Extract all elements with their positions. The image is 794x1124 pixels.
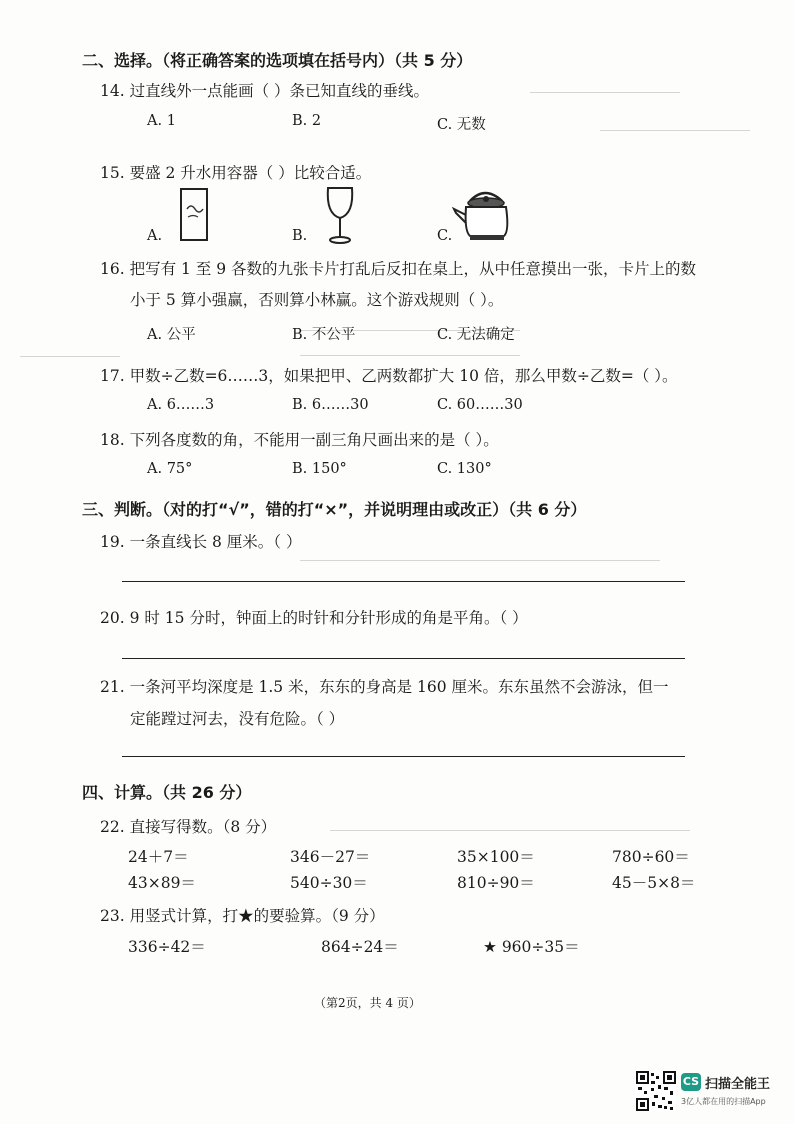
q17-option-b[interactable]: B. 6……30	[292, 397, 369, 413]
q22-item: 346－27＝	[290, 848, 371, 866]
q16-option-c[interactable]: C. 无法确定	[437, 327, 515, 343]
section4-title: 四、计算。（共 26 分）	[82, 783, 252, 802]
question-14: 14. 过直线外一点能画（ ）条已知直线的垂线。	[100, 82, 430, 100]
section2-title: 二、选择。（将正确答案的选项填在括号内）（共 5 分）	[82, 51, 473, 70]
question-21: 21. 一条河平均深度是 1.5 米，东东的身高是 160 厘米。东东虽然不会游泳，但一	[100, 678, 669, 696]
page-number: （第2页，共 4 页）	[314, 996, 421, 1010]
q23-item: 864÷24＝	[321, 938, 399, 956]
q15-option-c[interactable]: C.	[437, 228, 453, 244]
q18-option-c[interactable]: C. 130°	[437, 461, 492, 477]
q22-item: 24＋7＝	[128, 848, 189, 866]
q22-item: 45－5×8＝	[612, 874, 696, 892]
question-23: 23. 用竖式计算，打★的要验算。（9 分）	[100, 907, 385, 925]
tall-glass-icon	[178, 187, 210, 243]
question-16: 16. 把写有 1 至 9 各数的九张卡片打乱后反扣在桌上，从中任意摸出一张，卡片上的数	[100, 260, 697, 278]
q14-option-b[interactable]: B. 2	[292, 113, 322, 129]
section3-title: 三、判断。（对的打“√”，错的打“×”，并说明理由或改正）（共 6 分）	[82, 500, 587, 519]
q21-answer-line[interactable]	[122, 756, 685, 757]
q22-item: 43×89＝	[128, 874, 196, 892]
q22-item: 780÷60＝	[612, 848, 690, 866]
question-22: 22. 直接写得数。（8 分）	[100, 818, 277, 836]
q15-option-a[interactable]: A.	[147, 228, 163, 244]
camscanner-tagline: 3亿人都在用的扫描App	[681, 1097, 766, 1106]
q14-option-a[interactable]: A. 1	[147, 113, 176, 129]
q17-option-a[interactable]: A. 6……3	[147, 397, 215, 413]
question-16-line2: 小于 5 算小强赢，否则算小林赢。这个游戏规则（ ）。	[130, 291, 504, 309]
kettle-icon	[452, 183, 518, 243]
q23-item: 336÷42＝	[128, 938, 206, 956]
question-17: 17. 甲数÷乙数=6……3，如果把甲、乙两数都扩大 10 倍，那么甲数÷乙数=（ ）。	[100, 367, 678, 385]
q18-option-a[interactable]: A. 75°	[147, 461, 193, 477]
question-19: 19. 一条直线长 8 厘米。（ ）	[100, 533, 302, 551]
question-20: 20. 9 时 15 分时，钟面上的时针和分针形成的角是平角。（ ）	[100, 609, 528, 627]
q18-option-b[interactable]: B. 150°	[292, 461, 347, 477]
question-21-line2: 定能蹚过河去，没有危险。（ ）	[130, 710, 345, 728]
qr-code-icon	[636, 1071, 676, 1111]
question-18: 18. 下列各度数的角，不能用一副三角尺画出来的是（ ）。	[100, 431, 499, 449]
q22-item: 35×100＝	[457, 848, 535, 866]
camscanner-name: 扫描全能王	[705, 1077, 771, 1092]
q22-item: 540÷30＝	[290, 874, 368, 892]
q23-item-star: ★ 960÷35＝	[483, 938, 580, 956]
wine-glass-icon	[324, 186, 356, 246]
camscanner-logo: CS	[681, 1073, 701, 1091]
q15-option-b[interactable]: B.	[292, 228, 308, 244]
q19-answer-line[interactable]	[122, 581, 685, 582]
q16-option-a[interactable]: A. 公平	[147, 327, 196, 343]
q20-answer-line[interactable]	[122, 658, 685, 659]
q17-option-c[interactable]: C. 60……30	[437, 397, 523, 413]
question-15: 15. 要盛 2 升水用容器（ ）比较合适。	[100, 164, 372, 182]
q22-item: 810÷90＝	[457, 874, 535, 892]
q16-option-b[interactable]: B. 不公平	[292, 327, 356, 343]
q14-option-c[interactable]: C. 无数	[437, 117, 486, 133]
